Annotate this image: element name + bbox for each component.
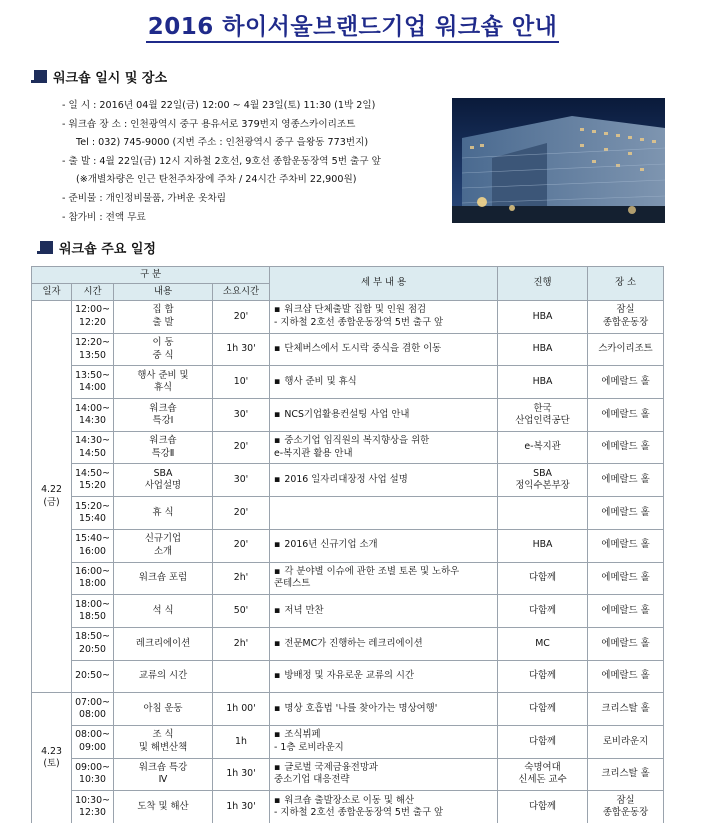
time-cell bbox=[72, 366, 114, 399]
duration-cell bbox=[213, 529, 270, 562]
line: 다함께 bbox=[528, 735, 557, 747]
line: ▪ 중소기업 임직원의 복지향상을 위한 bbox=[274, 435, 495, 447]
header-host: 진행 bbox=[498, 267, 588, 301]
time-cell bbox=[72, 758, 114, 791]
place-cell bbox=[588, 333, 664, 366]
line: 08:00~ bbox=[75, 729, 110, 741]
place-cell bbox=[588, 758, 664, 791]
line: 휴 식 bbox=[152, 506, 174, 518]
section-schedule-heading bbox=[40, 238, 156, 257]
square-bullet-icon bbox=[34, 70, 47, 83]
content-cell bbox=[114, 464, 213, 497]
line: 조 식 bbox=[152, 729, 174, 741]
line: ▪ 저녁 만찬 bbox=[274, 605, 495, 617]
host-cell bbox=[498, 366, 588, 399]
line: 18:50 bbox=[78, 611, 107, 623]
info-fee: - 참가비 : 전액 무료 bbox=[62, 211, 146, 223]
line: 12:30 bbox=[78, 807, 107, 819]
line: 15:40 bbox=[78, 512, 107, 524]
line: 20' bbox=[233, 310, 249, 322]
page-title-text: 2016 하이서울브랜드기업 워크숍 안내 bbox=[146, 14, 560, 43]
place-cell bbox=[588, 529, 664, 562]
line: 16:00 bbox=[78, 545, 107, 557]
line: 특강Ⅰ bbox=[152, 414, 174, 426]
line: 휴식 bbox=[153, 382, 173, 394]
detail-cell bbox=[270, 693, 498, 726]
table-row bbox=[32, 758, 664, 791]
duration-cell bbox=[213, 725, 270, 758]
line: 로비라운지 bbox=[602, 735, 649, 747]
line: 신규기업 bbox=[144, 533, 182, 545]
line: 잠실 bbox=[616, 794, 635, 806]
place-cell bbox=[588, 399, 664, 432]
content-cell bbox=[114, 399, 213, 432]
table-row bbox=[32, 399, 664, 432]
header-day: 일자 bbox=[32, 284, 72, 301]
line: 에메랄드 홀 bbox=[601, 604, 650, 616]
detail-cell bbox=[270, 464, 498, 497]
line: 12:20~ bbox=[75, 337, 110, 349]
content-cell bbox=[114, 725, 213, 758]
content-cell bbox=[114, 431, 213, 464]
schedule-table bbox=[31, 266, 664, 823]
content-cell bbox=[114, 660, 213, 693]
info-parking-note: (※개별차량은 인근 탄천주차장에 주차 / 24시간 주차비 22,900원) bbox=[76, 174, 357, 186]
content-cell bbox=[114, 791, 213, 823]
line: HBA bbox=[532, 310, 553, 322]
line: 워크숍 bbox=[149, 435, 177, 447]
detail-cell bbox=[270, 660, 498, 693]
host-cell bbox=[498, 758, 588, 791]
line: e-복지관 bbox=[524, 441, 561, 453]
line: 20:50~ bbox=[75, 670, 110, 682]
line: 크리스탈 홀 bbox=[601, 768, 650, 780]
line: 30' bbox=[233, 408, 249, 420]
day-date: 4.23 bbox=[41, 745, 62, 757]
info-preparation: - 준비물 : 개인정비물품, 가벼운 옷차림 bbox=[62, 192, 227, 204]
place-cell bbox=[588, 660, 664, 693]
line: - 1층 로비라운지 bbox=[274, 741, 344, 753]
line: 50' bbox=[233, 604, 249, 616]
line: 레크리에이션 bbox=[135, 637, 191, 649]
table-row bbox=[32, 595, 664, 628]
line: ▪ 명상 호흡법 '나를 찾아가는 명상여행' bbox=[274, 703, 495, 715]
line: 에메랄드 홀 bbox=[601, 441, 650, 453]
time-cell bbox=[72, 791, 114, 823]
content-cell bbox=[114, 497, 213, 530]
line: 종합운동장 bbox=[602, 807, 649, 819]
content-cell bbox=[114, 758, 213, 791]
table-row bbox=[32, 431, 664, 464]
line: 다함께 bbox=[528, 572, 557, 584]
line: 사업설명 bbox=[144, 480, 182, 492]
line: ▪ 단체버스에서 도시락 중식을 겸한 이동 bbox=[274, 343, 495, 355]
section-venue-heading bbox=[34, 67, 167, 86]
line: 에메랄드 홀 bbox=[601, 670, 650, 682]
line: ▪ 워크숍 출발장소로 이동 및 해산 bbox=[274, 795, 495, 807]
line: ▪ 방배정 및 자유로운 교류의 시간 bbox=[274, 670, 495, 682]
time-cell bbox=[72, 595, 114, 628]
table-row bbox=[32, 529, 664, 562]
duration-cell bbox=[213, 693, 270, 726]
line: 다함께 bbox=[528, 702, 557, 714]
detail-cell bbox=[270, 562, 498, 595]
host-cell bbox=[498, 595, 588, 628]
table-row bbox=[32, 464, 664, 497]
line: HBA bbox=[532, 343, 553, 355]
section-schedule-label: 워크숍 주요 일정 bbox=[59, 242, 156, 257]
line: ▪ 글로벌 국제금융전망과 bbox=[274, 762, 495, 774]
line: 18:00~ bbox=[75, 598, 110, 610]
line: 14:00 bbox=[78, 382, 107, 394]
line: 에메랄드 홀 bbox=[601, 572, 650, 584]
table-row bbox=[32, 791, 664, 823]
line: 14:30 bbox=[78, 414, 107, 426]
header-time: 시간 bbox=[72, 284, 114, 301]
line: 콘테스트 bbox=[274, 578, 311, 590]
time-cell bbox=[72, 301, 114, 334]
detail-cell bbox=[270, 758, 498, 791]
line: ▪ 전문MC가 진행하는 레크리에이션 bbox=[274, 638, 495, 650]
detail-cell bbox=[270, 431, 498, 464]
line: 집 합 bbox=[152, 304, 174, 316]
host-cell bbox=[498, 627, 588, 660]
line: 07:00~ bbox=[75, 696, 110, 708]
duration-cell bbox=[213, 791, 270, 823]
day-weekday: (금) bbox=[43, 496, 60, 508]
line: 20' bbox=[233, 506, 249, 518]
content-cell bbox=[114, 693, 213, 726]
header-detail: 세 부 내 용 bbox=[270, 267, 498, 301]
detail-cell bbox=[270, 791, 498, 823]
table-row bbox=[32, 660, 664, 693]
line: 1h 30' bbox=[226, 768, 256, 780]
line: 중소기업 대응전략 bbox=[274, 774, 350, 786]
duration-cell bbox=[213, 595, 270, 628]
line: ▪ 2016년 신규기업 소개 bbox=[274, 539, 495, 551]
day-weekday: (토) bbox=[43, 758, 60, 770]
line: 산업인력공단 bbox=[515, 414, 570, 426]
line: 10:30 bbox=[78, 774, 107, 786]
host-cell bbox=[498, 725, 588, 758]
place-cell bbox=[588, 791, 664, 823]
line: ▪ 워크샵 단체출발 집합 및 인원 점검 bbox=[274, 304, 495, 316]
content-cell bbox=[114, 301, 213, 334]
duration-cell bbox=[213, 464, 270, 497]
place-cell bbox=[588, 562, 664, 595]
duration-cell bbox=[213, 660, 270, 693]
detail-cell bbox=[270, 627, 498, 660]
line: 18:00 bbox=[78, 578, 107, 590]
duration-cell bbox=[213, 399, 270, 432]
time-cell bbox=[72, 627, 114, 660]
time-cell bbox=[72, 562, 114, 595]
info-tel: Tel : 032) 745-9000 (지번 주소 : 인천광역시 중구 을왕동 773번지) bbox=[76, 137, 369, 149]
line: 석 식 bbox=[152, 604, 174, 616]
line: e-복지관 활용 안내 bbox=[274, 447, 353, 459]
line: 특강Ⅱ bbox=[151, 447, 175, 459]
line: 출 발 bbox=[152, 316, 174, 328]
line: 크리스탈 홀 bbox=[601, 702, 650, 714]
line: 20' bbox=[233, 441, 249, 453]
day-cell bbox=[32, 693, 72, 823]
venue-info bbox=[62, 97, 452, 227]
line: 20' bbox=[233, 539, 249, 551]
line: ▪ 행사 준비 및 휴식 bbox=[274, 376, 495, 388]
line: 08:00 bbox=[78, 709, 107, 721]
line: 잠실 bbox=[616, 304, 635, 316]
detail-cell bbox=[270, 399, 498, 432]
line: SBA bbox=[533, 467, 552, 479]
info-meeting-point: - 출 발 : 4월 22일(금) 12시 지하철 2호선, 9호선 종합운동장역 5번 출구 앞 bbox=[62, 155, 381, 167]
line: 20:50 bbox=[78, 643, 107, 655]
place-cell bbox=[588, 464, 664, 497]
detail-cell bbox=[270, 366, 498, 399]
line: 14:50~ bbox=[75, 467, 110, 479]
line: 에메랄드 홀 bbox=[601, 506, 650, 518]
line: 이 동 bbox=[152, 337, 174, 349]
detail-cell bbox=[270, 725, 498, 758]
time-cell bbox=[72, 660, 114, 693]
host-cell bbox=[498, 660, 588, 693]
table-row bbox=[32, 693, 664, 726]
line: 09:00 bbox=[78, 741, 107, 753]
line: 30' bbox=[233, 474, 249, 486]
line: 13:50 bbox=[78, 349, 107, 361]
line: 10' bbox=[233, 376, 249, 388]
line: 정익수본부장 bbox=[515, 480, 570, 492]
section-venue-label: 워크숍 일시 및 장소 bbox=[53, 71, 168, 86]
detail-cell bbox=[270, 529, 498, 562]
line: Ⅳ bbox=[158, 774, 168, 786]
line: ▪ NCS기업활용컨설팅 사업 안내 bbox=[274, 409, 495, 421]
line: 워크숍 특강 bbox=[138, 762, 188, 774]
line: ▪ 2016 일자리대장정 사업 설명 bbox=[274, 474, 495, 486]
info-place: - 워크숍 장 소 : 인천광역시 중구 용유서로 379번지 영종스카이리조트 bbox=[62, 118, 356, 130]
line: 에메랄드 홀 bbox=[601, 474, 650, 486]
line: 워크숍 bbox=[149, 402, 177, 414]
detail-cell bbox=[270, 497, 498, 530]
line: 다함께 bbox=[528, 800, 557, 812]
line: 에메랄드 홀 bbox=[601, 376, 650, 388]
line: 18:50~ bbox=[75, 631, 110, 643]
place-cell bbox=[588, 497, 664, 530]
time-cell bbox=[72, 431, 114, 464]
content-cell bbox=[114, 366, 213, 399]
line: 다함께 bbox=[528, 670, 557, 682]
line: 행사 준비 및 bbox=[137, 369, 189, 381]
content-cell bbox=[114, 529, 213, 562]
line: HBA bbox=[532, 539, 553, 551]
line: MC bbox=[535, 637, 550, 649]
line: 1h 00' bbox=[226, 702, 256, 714]
host-cell bbox=[498, 333, 588, 366]
place-cell bbox=[588, 725, 664, 758]
line: 워크숍 포럼 bbox=[138, 572, 188, 584]
time-cell bbox=[72, 399, 114, 432]
line: 에메랄드 홀 bbox=[601, 408, 650, 420]
time-cell bbox=[72, 693, 114, 726]
line: 도착 및 해산 bbox=[137, 800, 189, 812]
line: 다함께 bbox=[528, 604, 557, 616]
host-cell bbox=[498, 431, 588, 464]
day-cell bbox=[32, 301, 72, 693]
duration-cell bbox=[213, 758, 270, 791]
table-row bbox=[32, 366, 664, 399]
duration-cell bbox=[213, 562, 270, 595]
square-bullet-icon bbox=[40, 241, 53, 254]
line: 09:00~ bbox=[75, 762, 110, 774]
line: 에메랄드 홀 bbox=[601, 539, 650, 551]
line: 10:30~ bbox=[75, 794, 110, 806]
line: 1h 30' bbox=[226, 343, 256, 355]
line: 16:00~ bbox=[75, 565, 110, 577]
table-row bbox=[32, 725, 664, 758]
line: ▪ 각 분야별 이슈에 관한 조별 토론 및 노하우 bbox=[274, 566, 495, 578]
place-cell bbox=[588, 301, 664, 334]
time-cell bbox=[72, 333, 114, 366]
header-duration: 소요시간 bbox=[213, 284, 270, 301]
duration-cell bbox=[213, 497, 270, 530]
line: 12:20 bbox=[78, 316, 107, 328]
line: 2h' bbox=[233, 572, 249, 584]
line: 14:30~ bbox=[75, 435, 110, 447]
line: 숙명여대 bbox=[524, 762, 561, 774]
page-title bbox=[0, 8, 705, 41]
place-cell bbox=[588, 627, 664, 660]
line: 12:00~ bbox=[75, 304, 110, 316]
duration-cell bbox=[213, 627, 270, 660]
line: 15:20 bbox=[78, 480, 107, 492]
line: 13:50~ bbox=[75, 369, 110, 381]
line: 1h 30' bbox=[226, 800, 256, 812]
header-content: 내용 bbox=[114, 284, 213, 301]
duration-cell bbox=[213, 431, 270, 464]
info-date: - 일 시 : 2016년 04월 22일(금) 12:00 ~ 4월 23일(토) 11:30 (1박 2일) bbox=[62, 100, 376, 111]
time-cell bbox=[72, 497, 114, 530]
duration-cell bbox=[213, 366, 270, 399]
line: 종합운동장 bbox=[602, 316, 649, 328]
duration-cell bbox=[213, 333, 270, 366]
detail-cell bbox=[270, 333, 498, 366]
line: 스카이리조트 bbox=[598, 343, 653, 355]
resort-photo bbox=[452, 98, 665, 223]
host-cell bbox=[498, 301, 588, 334]
line: 한국 bbox=[533, 402, 552, 414]
place-cell bbox=[588, 693, 664, 726]
line: 소개 bbox=[153, 545, 173, 557]
time-cell bbox=[72, 725, 114, 758]
line: 1h bbox=[235, 735, 247, 747]
table-row bbox=[32, 627, 664, 660]
line: 아침 운동 bbox=[143, 702, 183, 714]
host-cell bbox=[498, 562, 588, 595]
table-row bbox=[32, 497, 664, 530]
line: HBA bbox=[532, 376, 553, 388]
content-cell bbox=[114, 595, 213, 628]
line: 14:00~ bbox=[75, 402, 110, 414]
line: 신세돈 교수 bbox=[518, 774, 567, 786]
time-cell bbox=[72, 529, 114, 562]
host-cell bbox=[498, 693, 588, 726]
detail-cell bbox=[270, 595, 498, 628]
content-cell bbox=[114, 333, 213, 366]
place-cell bbox=[588, 595, 664, 628]
line: - 지하철 2호선 종합운동장역 5번 출구 앞 bbox=[274, 316, 444, 328]
detail-cell bbox=[270, 301, 498, 334]
line: 14:50 bbox=[78, 447, 107, 459]
table-row bbox=[32, 333, 664, 366]
resort-photo-image bbox=[452, 98, 665, 223]
day-date: 4.22 bbox=[41, 484, 62, 496]
line: 15:20~ bbox=[75, 500, 110, 512]
table-row bbox=[32, 301, 664, 334]
line: - 지하철 2호선 종합운동장역 5번 출구 앞 bbox=[274, 807, 444, 819]
host-cell bbox=[498, 399, 588, 432]
table-row bbox=[32, 562, 664, 595]
host-cell bbox=[498, 529, 588, 562]
line: SBA bbox=[153, 467, 173, 479]
line: 2h' bbox=[233, 637, 249, 649]
host-cell bbox=[498, 497, 588, 530]
host-cell bbox=[498, 464, 588, 497]
content-cell bbox=[114, 627, 213, 660]
place-cell bbox=[588, 431, 664, 464]
header-place: 장 소 bbox=[588, 267, 664, 301]
host-cell bbox=[498, 791, 588, 823]
place-cell bbox=[588, 366, 664, 399]
line: 에메랄드 홀 bbox=[601, 637, 650, 649]
content-cell bbox=[114, 562, 213, 595]
line: ▪ 조식뷔페 bbox=[274, 729, 495, 741]
line: 중 식 bbox=[152, 349, 174, 361]
line: 15:40~ bbox=[75, 533, 110, 545]
line: 교류의 시간 bbox=[138, 670, 188, 682]
line: 및 해변산책 bbox=[138, 741, 188, 753]
duration-cell bbox=[213, 301, 270, 334]
time-cell bbox=[72, 464, 114, 497]
header-group: 구 분 bbox=[32, 267, 270, 284]
